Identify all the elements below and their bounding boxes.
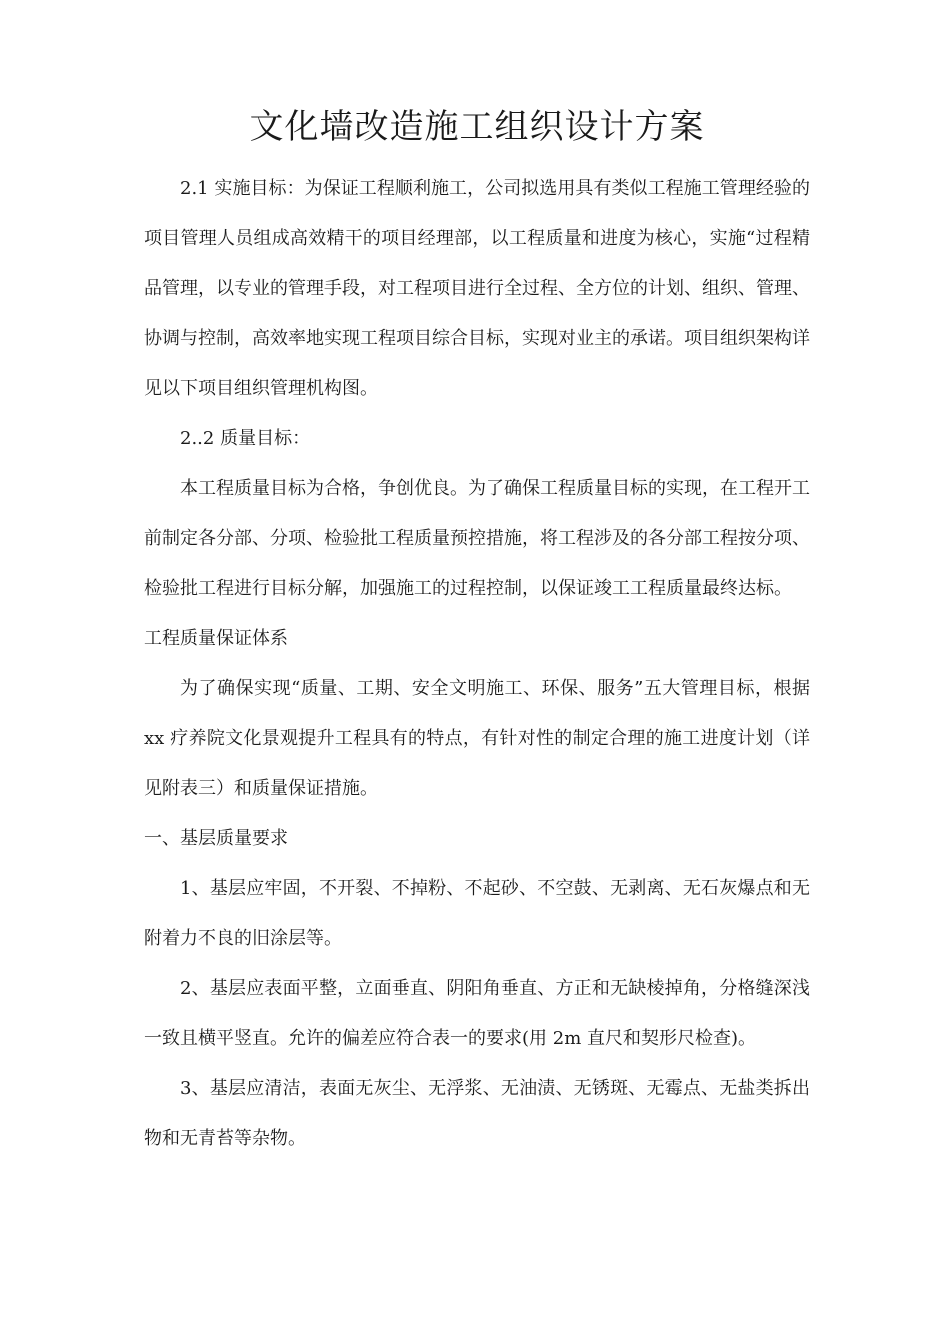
paragraph-quality-goal-heading: 2..2 质量目标： (180, 428, 311, 449)
paragraph-requirement-3: 3、基层应清洁，表面无灰尘、无浮浆、无油渍、无锈斑、无霉点、无盐类拆出物和无青苔等杂物。 (144, 1078, 810, 1149)
paragraph-quality-goal: 本工程质量目标为合格，争创优良。为了确保工程质量目标的实现，在工程开工前制定各分部、分项、检验批工程质量预控措施，将工程涉及的各分部工程按分项、检验批工程进行目标分解，加强施工的过程控制，以保证竣工工程质量最终达标。 (144, 478, 810, 599)
paragraph-implementation-goal: 2.1 实施目标：为保证工程顺利施工，公司拟选用具有类似工程施工管理经验的项目管理人员组成高效精干的项目经理部，以工程质量和进度为核心，实施“过程精品管理，以专业的管理手段，对工程项目进行全过程、全方位的计划、组织、管理、协调与控制，高效率地实现工程项目综合目标，实现对业主的承诺。项目组织架构详见以下项目组织管理机构图。 (144, 178, 810, 399)
paragraph-requirement-1: 1、基层应牢固，不开裂、不掉粉、不起砂、不空鼓、无剥离、无石灰爆点和无附着力不良的旧涂层等。 (144, 878, 810, 949)
paragraph-requirement-2: 2、基层应表面平整，立面垂直、阴阳角垂直、方正和无缺棱掉角，分格缝深浅一致且横平竖直。允许的偏差应符合表一的要求(用 2m 直尺和契形尺检查)。 (144, 978, 810, 1049)
heading-base-layer-requirements: 一、基层质量要求 (144, 828, 288, 849)
heading-quality-assurance-system: 工程质量保证体系 (144, 628, 288, 649)
paragraph-five-goals: 为了确保实现“质量、工期、安全文明施工、环保、服务”五大管理目标，根据 xx 疗养院文化景观提升工程具有的特点，有针对性的制定合理的施工进度计划（详见附表三）和质量保证措施。 (144, 678, 810, 799)
document-title: 文化墙改造施工组织设计方案 (249, 107, 705, 147)
